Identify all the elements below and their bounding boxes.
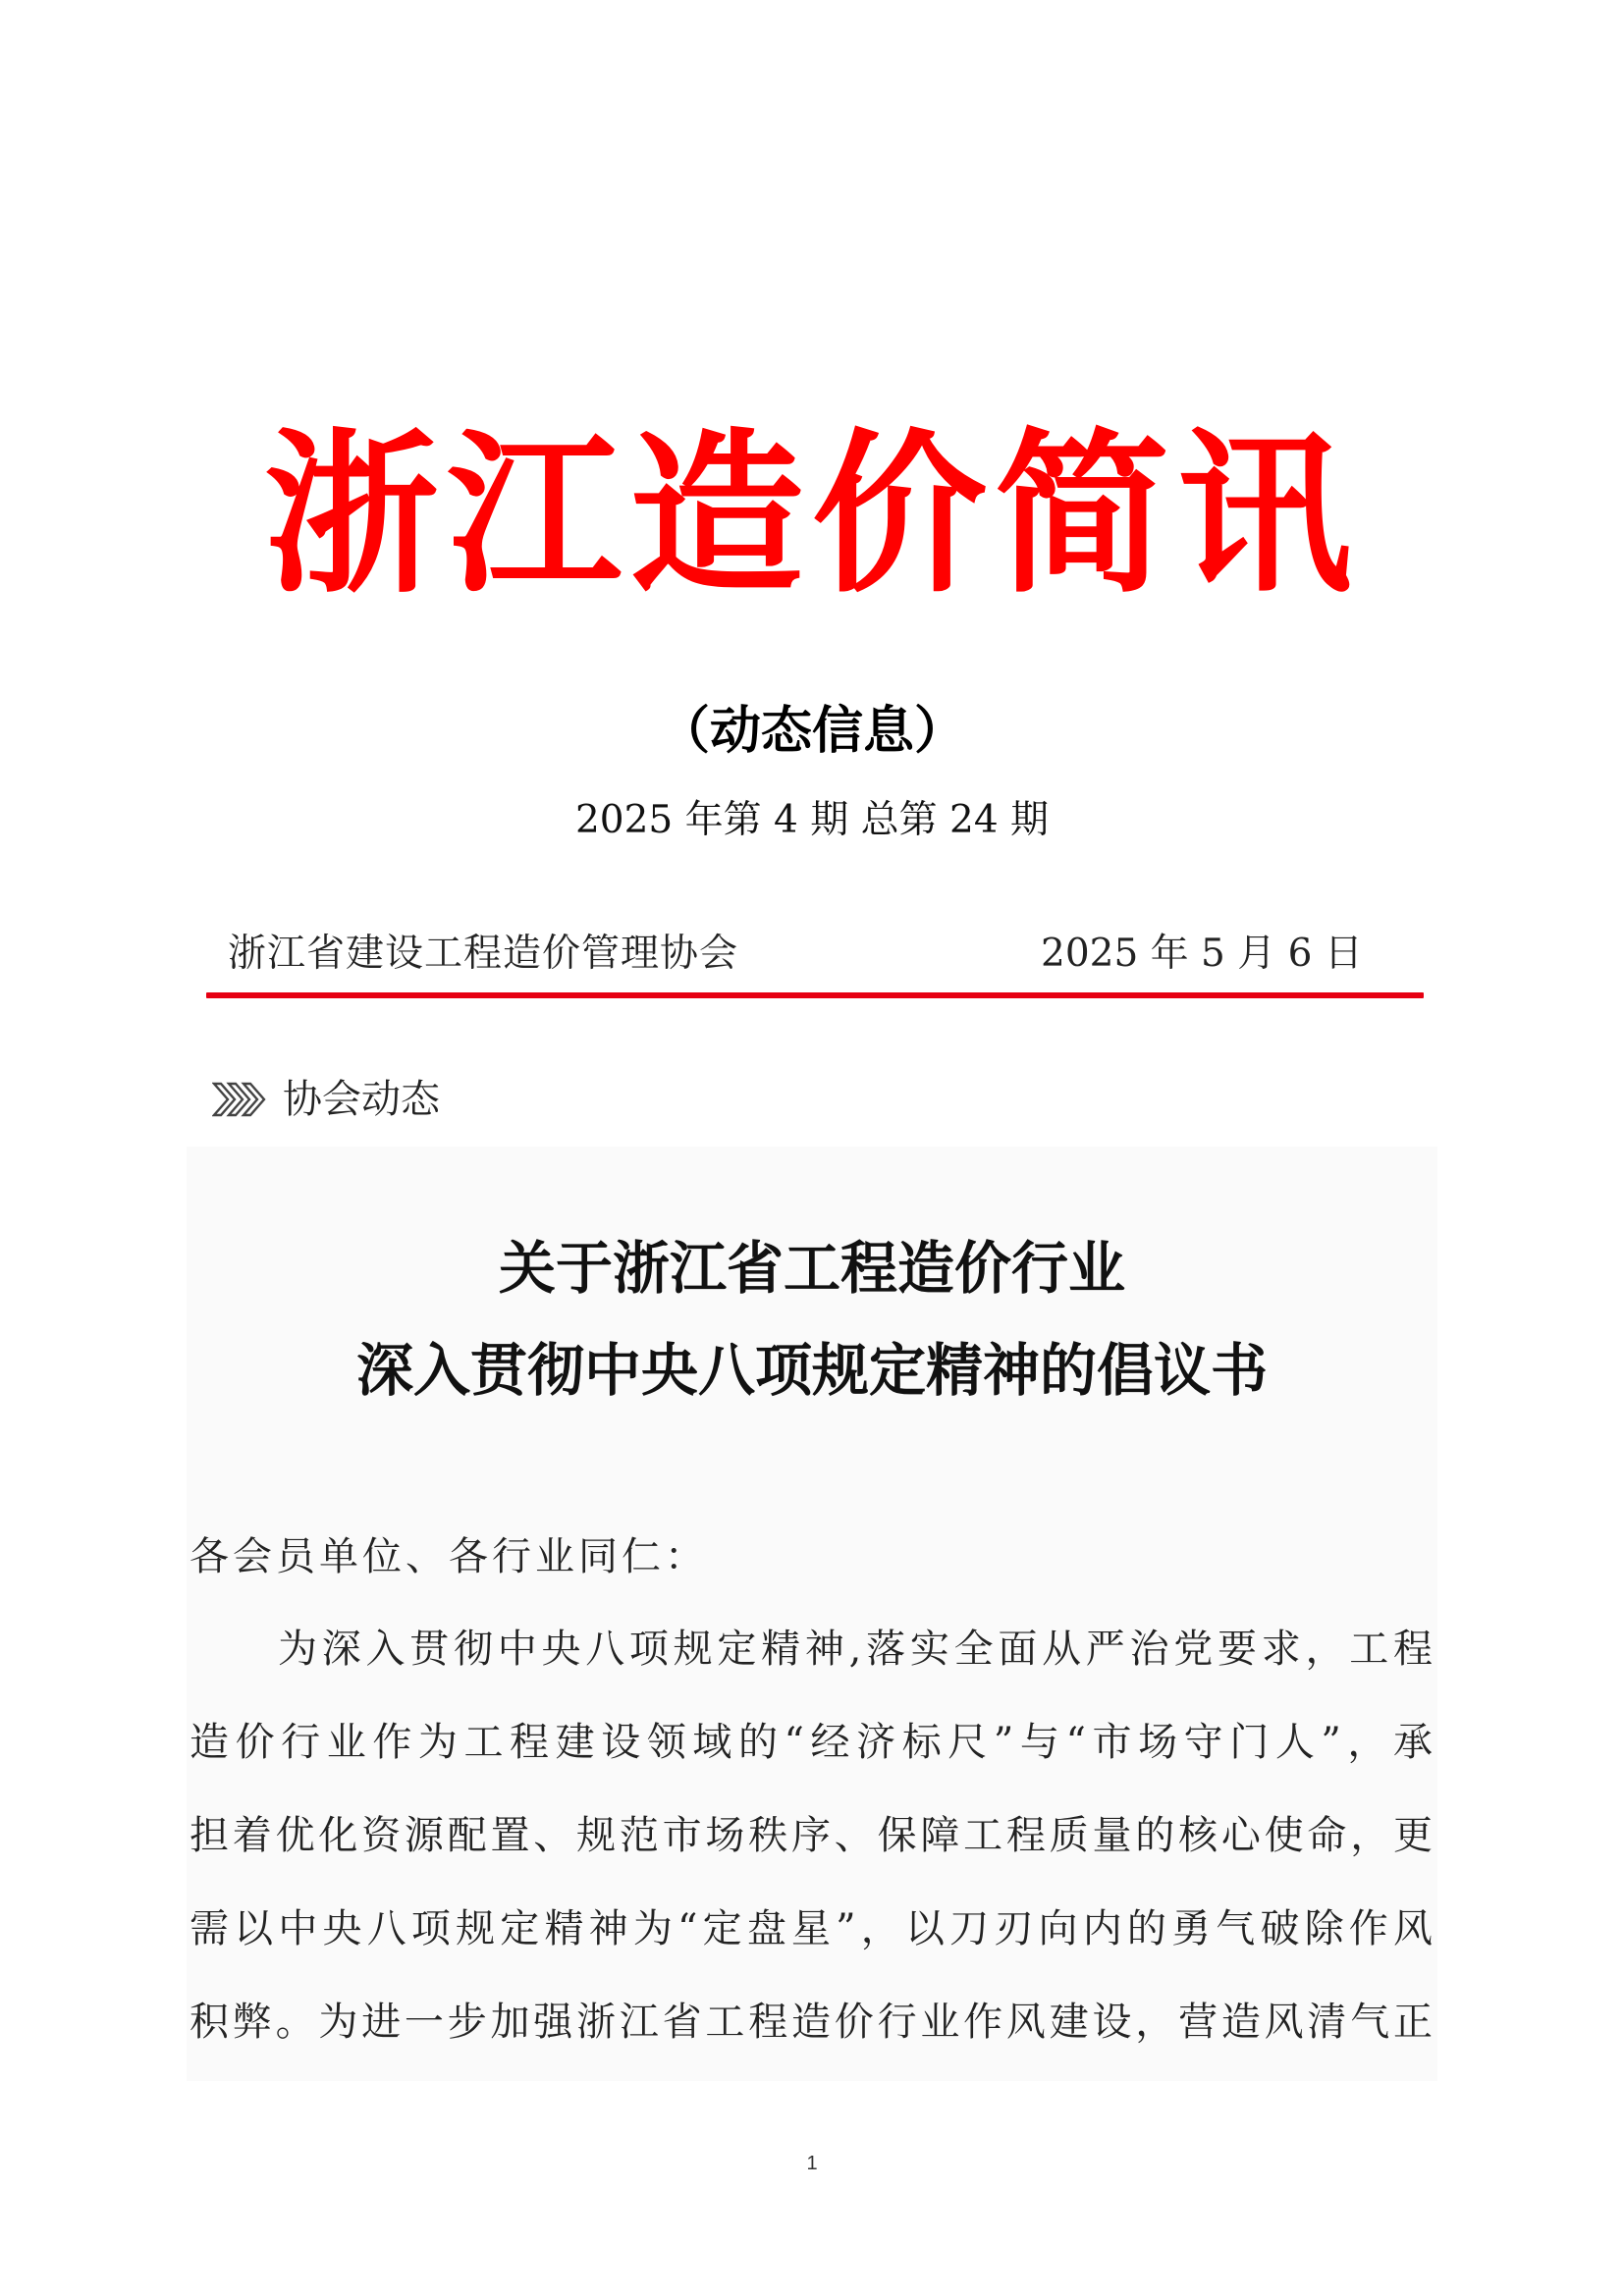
body-line: 需以中央八项规定精神为“定盘星”，以刀刃向内的勇气破除作风 [189,1906,1433,1951]
header-divider [206,992,1424,998]
publish-date: 2025 年 5 月 6 日 [1041,932,1363,976]
triple-chevron-right-icon [212,1080,267,1119]
article-title-line: 关于浙江省工程造价行业 [498,1235,1125,1302]
section-heading: 协会动态 [283,1077,440,1122]
article-title-line: 深入贯彻中央八项规定精神的倡议书 [355,1337,1268,1404]
body-line: 造价行业作为工程建设领域的“经济标尺”与“市场守门人”，承 [189,1720,1433,1765]
masthead-subtitle: （动态信息） [658,702,965,761]
body-line: 积弊。为进一步加强浙江省工程造价行业作风建设，营造风清气正 [189,2000,1433,2045]
issue-number: 2025 年第 4 期 总第 24 期 [574,798,1050,842]
publisher-name: 浙江省建设工程造价管理协会 [228,932,739,976]
masthead-title: 浙江造价简讯 [264,413,1360,616]
body-line: 为深入贯彻中央八项规定精神,落实全面从严治党要求，工程 [278,1627,1433,1672]
page-number: 1 [806,2153,818,2174]
body-line: 担着优化资源配置、规范市场秩序、保障工程质量的核心使命，更 [189,1813,1433,1858]
salutation: 各会员单位、各行业同仁： [189,1534,708,1579]
